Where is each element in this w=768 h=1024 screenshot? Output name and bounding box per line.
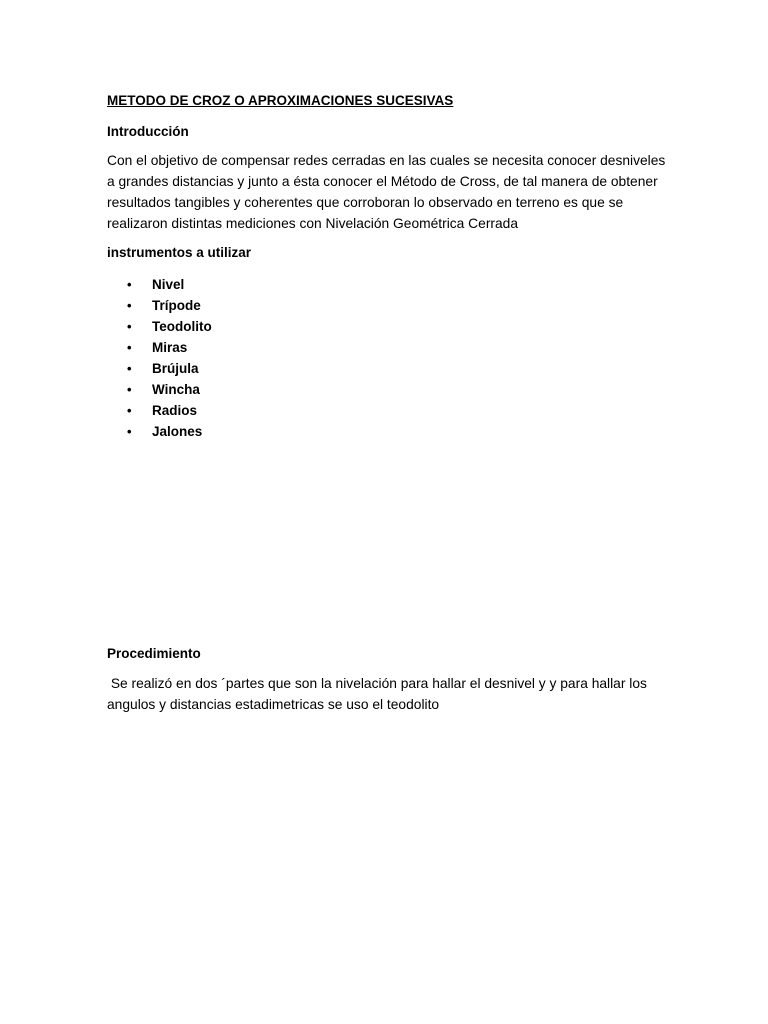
bullet-icon: • bbox=[127, 319, 132, 334]
procedure-line: Se realizó en dos ´partes que son la nivelación para hallar el desnivel y y para hallar los bbox=[107, 676, 647, 691]
introduction-line: a grandes distancias y junto a ésta conocer el Método de Cross, de tal manera de obtener bbox=[107, 174, 658, 189]
list-item-label: Trípode bbox=[152, 298, 201, 313]
bullet-icon: • bbox=[127, 361, 132, 376]
list-item-label: Jalones bbox=[152, 424, 203, 439]
list-item-label: Teodolito bbox=[152, 319, 212, 334]
instruments-heading: instrumentos a utilizar bbox=[107, 245, 252, 260]
list-item-label: Wincha bbox=[152, 382, 200, 397]
bullet-icon: • bbox=[127, 340, 132, 355]
introduction-line: realizaron distintas mediciones con Nivelación Geométrica Cerrada bbox=[107, 216, 519, 231]
introduction-heading: Introducción bbox=[107, 124, 189, 139]
procedure-heading: Procedimiento bbox=[107, 646, 201, 661]
bullet-icon: • bbox=[127, 298, 132, 313]
procedure-paragraph bbox=[107, 673, 667, 715]
bullet-icon: • bbox=[127, 424, 132, 439]
document-title: METODO DE CROZ O APROXIMACIONES SUCESIVAS bbox=[107, 93, 454, 108]
introduction-line: resultados tangibles y coherentes que corroboran lo observado en terreno es que se bbox=[107, 195, 624, 210]
introduction-paragraph bbox=[107, 150, 667, 234]
list-item-label: Brújula bbox=[152, 361, 199, 376]
list-item-label: Miras bbox=[152, 340, 188, 355]
list-item-label: Nivel bbox=[152, 277, 185, 292]
introduction-line: Con el objetivo de compensar redes cerradas en las cuales se necesita conocer desniveles bbox=[107, 153, 666, 168]
bullet-icon: • bbox=[127, 403, 132, 418]
bullet-icon: • bbox=[127, 277, 132, 292]
procedure-line: angulos y distancias estadimetricas se uso el teodolito bbox=[107, 697, 440, 712]
list-item-label: Radios bbox=[152, 403, 198, 418]
bullet-icon: • bbox=[127, 382, 132, 397]
